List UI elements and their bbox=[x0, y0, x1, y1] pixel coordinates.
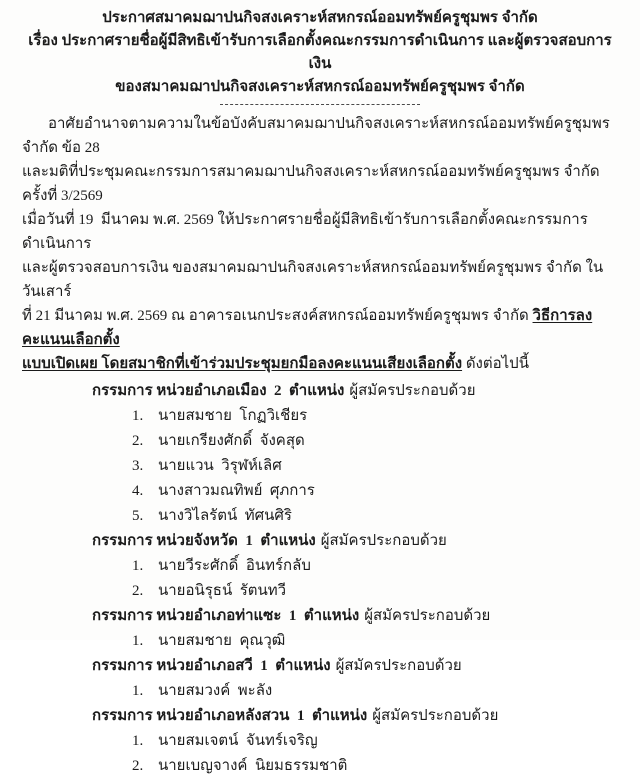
candidate-number: 1. bbox=[132, 558, 144, 574]
preamble-line-6 bbox=[22, 352, 618, 376]
section-heading-suffix: ผู้สมัครประกอบด้วย bbox=[364, 608, 491, 624]
announcement-title-line-2: เรื่อง ประกาศรายชื่อผู้มีสิทธิเข้ารับการเลือกตั้งคณะกรรมการดำเนินการ และผู้ตรวจสอบการเงิน bbox=[28, 33, 612, 72]
candidate-row bbox=[132, 554, 618, 579]
voting-method-emphasis-1: วิธีการลงคะแนนเลือกตั้ง bbox=[22, 308, 593, 348]
candidate-name: นายสมชาย คุณวุฒิ bbox=[158, 633, 286, 649]
section-unit-label: กรรมการ หน่วยอำเภอสวี 1 ตำแหน่ง bbox=[92, 658, 331, 674]
candidate-name: นายเบญจางค์ นิยมธรรมชาติ bbox=[158, 758, 348, 774]
candidate-number: 1. bbox=[132, 683, 144, 699]
candidate-number: 5. bbox=[132, 508, 144, 524]
preamble-paragraph bbox=[22, 112, 618, 376]
announcement-title-line-3: ของสมาคมฌาปนกิจสงเคราะห์สหกรณ์ออมทรัพย์ครูชุมพร จำกัด bbox=[115, 79, 525, 95]
candidate-row bbox=[132, 404, 618, 429]
candidate-row bbox=[132, 504, 618, 529]
candidate-name: นายสมเจตน์ จันทร์เจริญ bbox=[158, 733, 318, 749]
section-heading bbox=[92, 604, 618, 629]
candidate-number: 1. bbox=[132, 408, 144, 424]
voting-method-emphasis-2: แบบเปิดเผย โดยสมาชิกที่เข้าร่วมประชุมยกมือลงคะแนนเสียงเลือกตั้ง bbox=[22, 356, 463, 372]
candidate-number: 1. bbox=[132, 733, 144, 749]
preamble-line-5-text: ที่ 21 มีนาคม พ.ศ. 2569 ณ อาคารอเนกประสงค์สหกรณ์ออมทรัพย์ครูชุมพร จำกัด bbox=[22, 308, 533, 324]
preamble-line-3: เมื่อวันที่ 19 มีนาคม พ.ศ. 2569 ให้ประกาศรายชื่อผู้มีสิทธิเข้ารับการเลือกตั้งคณะกรรมการดำเนินการ bbox=[22, 212, 588, 252]
candidate-sections bbox=[22, 379, 618, 779]
candidate-name: นายแวน วิรุฬห์เลิศ bbox=[158, 458, 282, 474]
candidate-name: นายสมวงค์ พะลัง bbox=[158, 683, 273, 699]
section-amphoe-sawi bbox=[22, 654, 618, 704]
candidate-name: นายวีระศักดิ์ อินทร์กลับ bbox=[158, 558, 311, 574]
candidate-row bbox=[132, 454, 618, 479]
section-heading-suffix: ผู้สมัครประกอบด้วย bbox=[349, 383, 476, 399]
section-heading-suffix: ผู้สมัครประกอบด้วย bbox=[335, 658, 462, 674]
section-changwat bbox=[22, 529, 618, 604]
candidate-row bbox=[132, 729, 618, 754]
section-heading bbox=[92, 654, 618, 679]
candidate-name: นางสาวมณทิพย์ ศุภการ bbox=[158, 483, 315, 499]
candidate-number: 4. bbox=[132, 483, 144, 499]
candidate-name: นายเกรียงศักดิ์ จังคสุด bbox=[158, 433, 305, 449]
section-amphoe-tha-sae bbox=[22, 604, 618, 654]
candidate-name: นายสมชาย โกฏวิเชียร bbox=[158, 408, 308, 424]
candidate-number: 1. bbox=[132, 633, 144, 649]
section-unit-label: กรรมการ หน่วยจังหวัด 1 ตำแหน่ง bbox=[92, 533, 316, 549]
preamble-line-1: อาศัยอำนาจตามความในข้อบังคับสมาคมฌาปนกิจสงเคราะห์สหกรณ์ออมทรัพย์ครูชุมพร จำกัด ข้อ 28 bbox=[22, 116, 614, 156]
preamble-line-6-text: ดังต่อไปนี้ bbox=[462, 356, 529, 372]
candidate-row bbox=[132, 429, 618, 454]
section-amphoe-mueang bbox=[22, 379, 618, 529]
candidate-row bbox=[132, 479, 618, 504]
section-unit-label: กรรมการ หน่วยอำเภอหลังสวน 1 ตำแหน่ง bbox=[92, 708, 368, 724]
candidate-number: 3. bbox=[132, 458, 144, 474]
candidate-name: นางวิไลรัตน์ ทัศนศิริ bbox=[158, 508, 292, 524]
section-heading bbox=[92, 529, 618, 554]
candidate-row bbox=[132, 754, 618, 779]
candidate-number: 2. bbox=[132, 433, 144, 449]
section-unit-label: กรรมการ หน่วยอำเภอท่าแซะ 1 ตำแหน่ง bbox=[92, 608, 360, 624]
preamble-line-5 bbox=[22, 304, 618, 352]
section-amphoe-lang-suan bbox=[22, 704, 618, 779]
section-heading-suffix: ผู้สมัครประกอบด้วย bbox=[372, 708, 499, 724]
announcement-title-line-1: ประกาศสมาคมฌาปนกิจสงเคราะห์สหกรณ์ออมทรัพย์ครูชุมพร จำกัด bbox=[102, 10, 538, 26]
section-unit-label: กรรมการ หน่วยอำเภอเมือง 2 ตำแหน่ง bbox=[92, 383, 345, 399]
dashed-divider bbox=[220, 104, 420, 105]
preamble-line-4: และผู้ตรวจสอบการเงิน ของสมาคมฌาปนกิจสงเคราะห์สหกรณ์ออมทรัพย์ครูชุมพร จำกัด ใน วันเสาร์ bbox=[22, 260, 607, 300]
candidate-number: 2. bbox=[132, 758, 144, 774]
candidate-row bbox=[132, 629, 618, 654]
candidate-name: นายอนิรุธน์ รัตนทวี bbox=[158, 583, 287, 599]
candidate-number: 2. bbox=[132, 583, 144, 599]
section-heading-suffix: ผู้สมัครประกอบด้วย bbox=[320, 533, 447, 549]
announcement-header bbox=[22, 7, 618, 105]
section-heading bbox=[92, 704, 618, 729]
candidate-row bbox=[132, 579, 618, 604]
preamble-line-2: และมติที่ประชุมคณะกรรมการสมาคมฌาปนกิจสงเคราะห์สหกรณ์ออมทรัพย์ครูชุมพร จำกัด ครั้งที่ 3/2569 bbox=[22, 164, 604, 204]
section-heading bbox=[92, 379, 618, 404]
candidate-row bbox=[132, 679, 618, 704]
